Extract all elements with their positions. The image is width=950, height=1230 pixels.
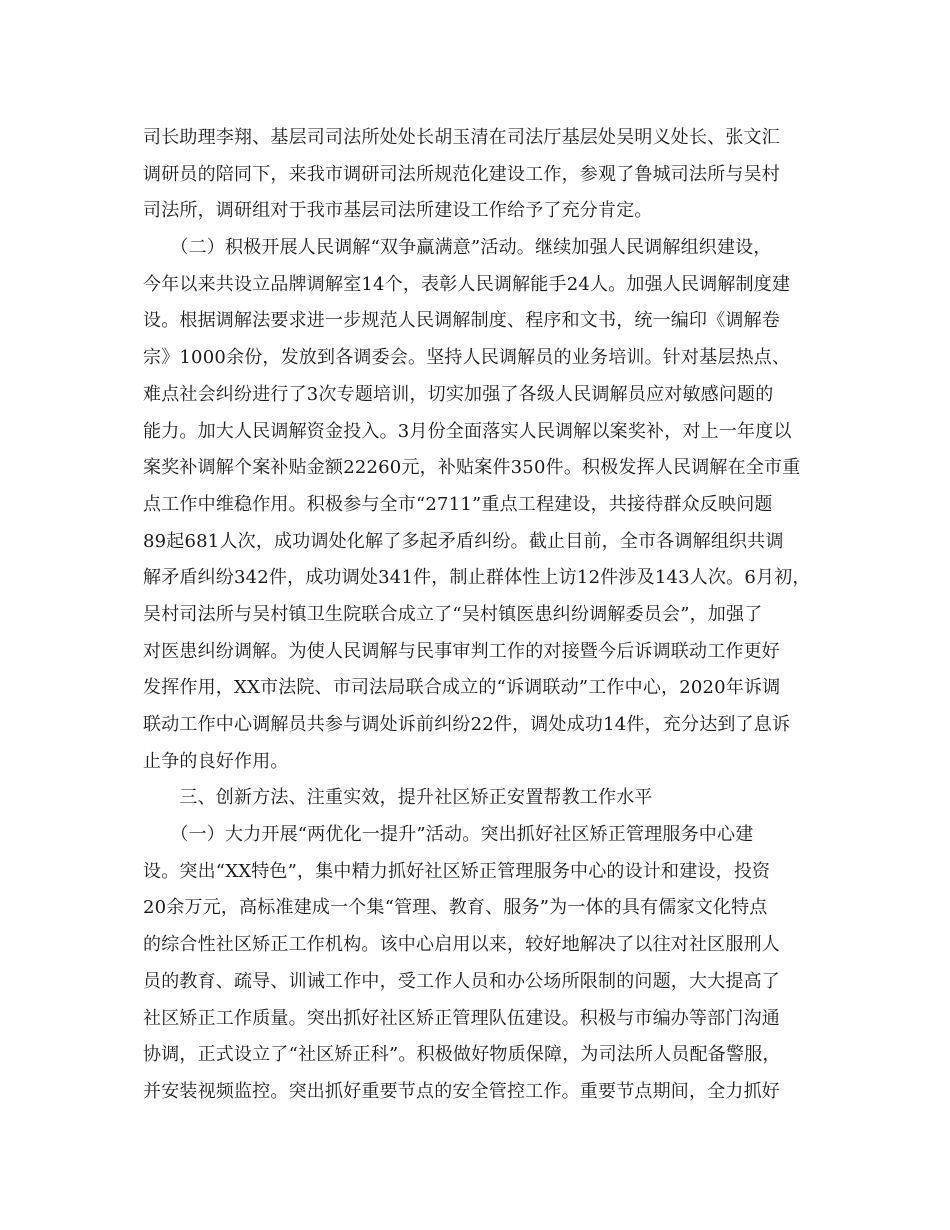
text-line: 难点社会纠纷进行了3次专题培训，切实加强了各级人民调解员应对敏感问题的 — [143, 383, 774, 405]
text-line: 解矛盾纠纷342件，成功调处341件，制止群体性上访12件涉及143人次。6月初， — [143, 567, 811, 589]
text-line: 员的教育、疏导、训诫工作中，受工作人员和办公场所限制的问题，大大提高了 — [143, 970, 780, 992]
text-line: 案奖补调解个案补贴金额22260元，补贴案件350件。积极发挥人民调解在全市重 — [143, 457, 801, 479]
text-line: 89起681人次，成功调处化解了多起矛盾纠纷。截止目前，全市各调解组织共调 — [143, 530, 784, 552]
text-line: 对医患纠纷调解。为使人民调解与民事审判工作的对接暨今后诉调联动工作更好 — [143, 640, 780, 662]
text-line: 今年以来共设立品牌调解室14个，表彰人民调解能手24人。加强人民调解制度建 — [143, 273, 791, 295]
text-line: 点工作中维稳作用。积极参与全市“2711”重点工程建设，共接待群众反映问题 — [143, 493, 773, 515]
text-line: 发挥作用，XX市法院、市司法局联合成立的“诉调联动”工作中心，2020年诉调 — [143, 677, 781, 699]
text-line: 设。根据调解法要求进一步规范人民调解制度、程序和文书，统一编印《调解卷 — [143, 310, 780, 332]
text-line: 联动工作中心调解员共参与调处诉前纠纷22件，调处成功14件，充分达到了息诉 — [143, 714, 791, 735]
text-line: 能力。加大人民调解资金投入。3月份全面落实人民调解以案奖补，对上一年度以 — [143, 420, 792, 442]
text-line: 20余万元，高标准建成一个集“管理、教育、服务”为一体的具有儒家文化特点 — [143, 897, 768, 919]
section-heading: 三、创新方法、注重实效，提升社区矫正安置帮教工作水平 — [143, 787, 653, 809]
text-line: 吴村司法所与吴村镇卫生院联合成立了“吴村镇医患纠纷调解委员会”，加强了 — [143, 603, 763, 625]
text-line: 止争的良好作用。 — [143, 750, 289, 772]
text-line: 宗》1000余份，发放到各调委会。坚持人民调解员的业务培训。针对基层热点、 — [143, 347, 791, 369]
text-line: 的综合性社区矫正工作机构。该中心启用以来，较好地解决了以往对社区服刑人 — [143, 934, 780, 956]
text-line: （一）大力开展“两优化一提升”活动。突出抓好社区矫正管理服务中心建 — [143, 824, 754, 846]
text-line: 设。突出“XX特色”，集中精力抓好社区矫正管理服务中心的设计和建设，投资 — [143, 860, 771, 882]
text-line: 司法所，调研组对于我市基层司法所建设工作给予了充分肯定。 — [143, 200, 653, 222]
text-line: 协调，正式设立了“社区矫正科”。积极做好物质保障，为司法所人员配备警服， — [143, 1044, 781, 1066]
text-line: （二）积极开展人民调解“双争赢满意”活动。继续加强人民调解组织建设， — [143, 237, 772, 259]
text-line: 调研员的陪同下，来我市调研司法所规范化建设工作，参观了鲁城司法所与吴村 — [143, 163, 780, 185]
text-line: 司长助理李翔、基层司司法所处处长胡玉清在司法厅基层处吴明义处长、张文汇 — [143, 127, 780, 148]
text-line: 并安装视频监控。突出抓好重要节点的安全管控工作。重要节点期间，全力抓好 — [143, 1080, 780, 1102]
text-line: 社区矫正工作质量。突出抓好社区矫正管理队伍建设。积极与市编办等部门沟通 — [143, 1007, 780, 1029]
document-body — [143, 120, 823, 1111]
